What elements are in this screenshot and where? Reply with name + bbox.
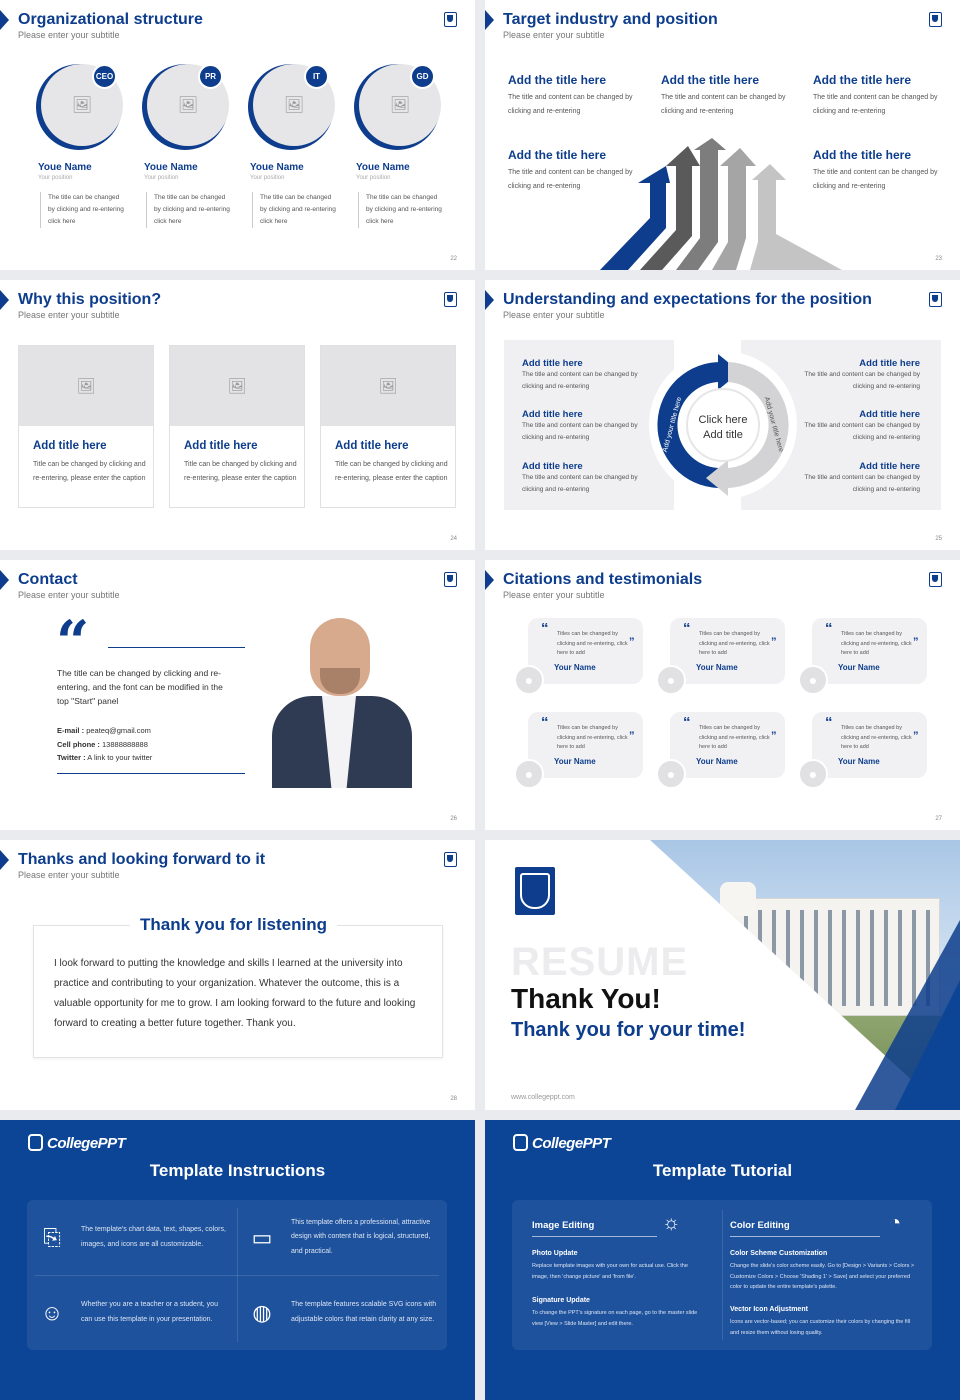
university-crest-icon (515, 867, 555, 915)
center-label-2: Add title (703, 429, 743, 441)
slide-why-this-position[interactable] (0, 280, 475, 550)
avatar-icon: ● (798, 759, 828, 789)
position-card: 🖼 Add title here Title can be changed by clicking and re-entering, please enter the caption (18, 345, 154, 508)
close-quote-icon: ” (629, 730, 635, 742)
slide-title: Thanks and looking forward to it (18, 851, 266, 868)
signature-update-text: To change the PPT's signature on each page, go to the master slide view [View > Slide Master] and edit there. (532, 1310, 698, 1327)
university-logo-icon (444, 572, 457, 587)
thanks-heading: Thank you for listening (130, 915, 337, 935)
testimonial: “ Titles can be changed by clicking and re-entering, click here to add ” Your Name ● (514, 618, 644, 684)
contact-body: The title can be changed by clicking and re-entering, and the font can be modified in the top "Start" panel (57, 668, 223, 706)
role-badge: CEO (92, 64, 117, 89)
slide-subtitle: Please enter your subtitle (18, 590, 120, 600)
twitter-link[interactable]: A link to your twitter (87, 753, 153, 762)
expectation-item: Add title here The title and content can be changed by clicking and re-entering (522, 409, 638, 441)
basketball-icon: ◍ (252, 1299, 272, 1325)
title-marker (0, 10, 9, 30)
testimonial: “ Titles can be changed by clicking and re-entering, click here to add ” Your Name ● (798, 712, 928, 778)
slide-understanding-expectations[interactable] (485, 280, 960, 550)
arrow-5 (750, 164, 842, 270)
watermark-text: RESUME (511, 940, 689, 984)
close-quote-icon: ” (913, 730, 919, 742)
color-scheme-text: Change the slide's color scheme easily. Go to [Design > Variants > Colors > Customize Colors > Choose 'Shading 1' > Save] and select your preferred color to update the entire template's palette. (730, 1263, 915, 1290)
member-name: Youe Name (38, 162, 92, 173)
slide-subtitle: Please enter your subtitle (503, 590, 605, 600)
university-logo-icon (444, 852, 457, 867)
university-logo-icon (929, 12, 942, 27)
slide-contact[interactable] (0, 560, 475, 830)
testimonial: “ Titles can be changed by clicking and re-entering, click here to add ” Your Name ● (656, 618, 786, 684)
color-scheme-title: Color Scheme Customization (730, 1250, 828, 1257)
testimonial: “ Titles can be changed by clicking and re-entering, click here to add ” Your Name ● (798, 618, 928, 684)
target-item: Add the title here The title and content can be changed by clicking and re-entering (813, 148, 938, 190)
member-description: The title can be changed by clicking and re-entering click here (146, 192, 232, 228)
avatar-icon: ● (656, 665, 686, 695)
member-description: The title can be changed by clicking and re-entering click here (358, 192, 444, 228)
position-card: 🖼 Add title here Title can be changed by clicking and re-entering, please enter the caption (320, 345, 456, 508)
open-quote-icon: “ (683, 714, 691, 731)
slide-thank-you-cover[interactable] (485, 840, 960, 1110)
member-name: Youe Name (250, 162, 304, 173)
signature-update-title: Signature Update (532, 1297, 590, 1304)
member-position: Your position (38, 175, 73, 181)
page-number: 23 (935, 256, 942, 262)
university-logo-icon (929, 572, 942, 587)
image-placeholder-icon[interactable]: 🖼 (253, 64, 335, 146)
role-badge: GD (410, 64, 435, 89)
page-number: 22 (450, 256, 457, 262)
university-logo-icon (444, 292, 457, 307)
slide-title: Organizational structure (18, 11, 203, 28)
cycle-diagram (648, 350, 798, 500)
vector-icon-text: Icons are vector-based; you can customize their colors by changing the fill and resize them without losing quality. (730, 1319, 911, 1336)
avatar-icon: ● (798, 665, 828, 695)
university-logo-icon (929, 292, 942, 307)
divider (108, 647, 245, 648)
slide-citations[interactable] (485, 560, 960, 830)
thanks-body: I look forward to putting the knowledge and skills I learned at the university into practice and contributing to your organization. Whatever the outcome, this is a valuable opportunity for me to grow. I am looking forward to the future and looking forward to creating a better future together. Thank you. (54, 958, 416, 1029)
quote-icon: “ (56, 608, 90, 676)
member-description: The title can be changed by clicking and re-entering click here (40, 192, 126, 228)
brand-logo: CollegePPT (513, 1134, 610, 1152)
slide-title: Understanding and expectations for the position (503, 291, 872, 308)
role-badge: IT (304, 64, 329, 89)
image-placeholder-icon[interactable]: 🖼 (359, 64, 441, 146)
avatar-icon: ● (656, 759, 686, 789)
photo-update-text: Replace template images with your own for actual use. Click the image, then 'change picture' and 'from file'. (532, 1263, 688, 1280)
slide-title: Contact (18, 571, 78, 588)
avatar-icon: ● (514, 759, 544, 789)
vector-icon-title: Vector Icon Adjustment (730, 1306, 808, 1313)
testimonial: “ Titles can be changed by clicking and re-entering, click here to add ” Your Name ● (514, 712, 644, 778)
title-marker (485, 570, 494, 590)
close-quote-icon: ” (629, 636, 635, 648)
center-label-1: Click here (698, 414, 748, 426)
expectation-item: Add title here The title and content can be changed by clicking and re-entering (804, 358, 920, 390)
page-number: 26 (450, 816, 457, 822)
title-marker (485, 10, 494, 30)
blue-triangles-decoration (855, 920, 960, 1110)
instruction-cell: ◍ The template features scalable SVG icons with adjustable colors that retain clarity at any size. (237, 1275, 447, 1350)
role-badge: PR (198, 64, 223, 89)
image-placeholder-icon[interactable]: 🖼 (170, 346, 304, 426)
slide-target-industry[interactable] (485, 0, 960, 270)
target-item: Add the title here The title and content can be changed by clicking and re-entering (813, 73, 938, 115)
presenter-icon: ☺ (40, 1299, 64, 1325)
image-editing-title: Image Editing (532, 1220, 595, 1231)
arrow-4 (712, 148, 756, 270)
expectation-item: Add title here The title and content can be changed by clicking and re-entering (522, 358, 638, 390)
thank-you-title: Thank You! (511, 983, 661, 1014)
slide-template-instructions[interactable] (0, 1120, 475, 1400)
close-quote-icon: ” (913, 636, 919, 648)
title-marker (0, 290, 9, 310)
member-position: Your position (356, 175, 391, 181)
position-card: 🖼 Add title here Title can be changed by clicking and re-entering, please enter the caption (169, 345, 305, 508)
image-placeholder-icon[interactable]: 🖼 (147, 64, 229, 146)
slide-title: Why this position? (18, 291, 162, 308)
member-description: The title can be changed by clicking and re-entering click here (252, 192, 338, 228)
brand-icon (28, 1134, 43, 1151)
slide-title: Citations and testimonials (503, 571, 703, 588)
avatar-icon: ● (514, 665, 544, 695)
slide-subtitle: Please enter your subtitle (503, 310, 605, 320)
brand-logo: CollegePPT (28, 1134, 125, 1152)
target-item: Add the title here The title and content can be changed by clicking and re-entering (661, 73, 786, 115)
color-editing-title: Color Editing (730, 1220, 790, 1231)
arc-label-right: Add your title here (762, 396, 785, 453)
page-number: 25 (935, 536, 942, 542)
slide-organizational-structure[interactable] (0, 0, 475, 270)
instructions-grid (27, 1200, 447, 1350)
slide-template-tutorial[interactable] (485, 1120, 960, 1400)
brand-icon (513, 1134, 528, 1151)
slide-title: Template Tutorial (652, 1161, 793, 1180)
window-icon: ▭ (251, 1224, 273, 1250)
member-name: Youe Name (356, 162, 410, 173)
open-quote-icon: “ (825, 620, 833, 637)
slide-title: Target industry and position (503, 11, 718, 28)
arc-label-left: Add your title here (661, 396, 684, 453)
target-item: Add the title here The title and content can be changed by clicking and re-entering (508, 148, 633, 190)
contact-details: E-mail : peateq@gmail.com Cell phone : 13888888888 Twitter : A link to your twitter (57, 726, 153, 762)
slide-subtitle: Please enter your subtitle (18, 30, 120, 40)
member-position: Your position (250, 175, 285, 181)
photo-update-title: Photo Update (532, 1250, 578, 1257)
website-url[interactable]: www.collegeppt.com (511, 1094, 575, 1101)
tutorial-panel (512, 1200, 932, 1350)
page-number: 24 (450, 536, 457, 542)
palette-icon: ◔ (889, 1212, 902, 1234)
title-marker (485, 290, 494, 310)
title-marker (0, 850, 9, 870)
instruction-cell: ☺ Whether you are a teacher or a student, you can use this template in your presentation. (27, 1275, 237, 1350)
portrait-photo[interactable] (262, 618, 412, 788)
slide-subtitle: Please enter your subtitle (503, 30, 605, 40)
rising-arrows-graphic (600, 138, 850, 270)
target-item: Add the title here The title and content can be changed by clicking and re-entering (508, 73, 633, 115)
open-quote-icon: “ (825, 714, 833, 731)
member-position: Your position (144, 175, 179, 181)
image-placeholder-icon[interactable]: 🖼 (19, 346, 153, 426)
slide-title: Template Instructions (149, 1161, 326, 1180)
divider (57, 773, 245, 774)
slide-subtitle: Please enter your subtitle (18, 870, 120, 880)
open-quote-icon: “ (683, 620, 691, 637)
page-number: 28 (450, 1096, 457, 1102)
instruction-cell: ⎘ The template's chart data, text, shapes, colors, images, and icons are all customizable. (27, 1200, 237, 1275)
slide-subtitle: Please enter your subtitle (18, 310, 120, 320)
phone-number: 13888888888 (102, 739, 148, 749)
image-placeholder-icon[interactable]: 🖼 (321, 346, 455, 426)
thank-you-subtitle: Thank you for your time! (511, 1019, 746, 1041)
expectation-item: Add title here The title and content can be changed by clicking and re-entering (804, 461, 920, 493)
testimonial: “ Titles can be changed by clicking and re-entering, click here to add ” Your Name ● (656, 712, 786, 778)
expectation-item: Add title here The title and content can be changed by clicking and re-entering (804, 409, 920, 441)
page-number: 27 (935, 816, 942, 822)
close-quote-icon: ” (771, 730, 777, 742)
close-quote-icon: ” (771, 636, 777, 648)
image-placeholder-icon[interactable]: 🖼 (41, 64, 123, 146)
university-logo-icon (444, 12, 457, 27)
email-link[interactable]: peateq@gmail.com (86, 726, 151, 735)
open-quote-icon: “ (541, 620, 549, 637)
document-icon: ⎘ (43, 1224, 61, 1250)
member-name: Youe Name (144, 162, 198, 173)
title-marker (0, 570, 9, 590)
slide-thanks[interactable] (0, 840, 475, 1110)
open-quote-icon: “ (541, 714, 549, 731)
instruction-cell: ▭ This template offers a professional, attractive design with content that is logical, structured, and practical. (237, 1200, 447, 1275)
lightbulb-icon: ☼ (662, 1212, 681, 1234)
expectation-item: Add title here The title and content can be changed by clicking and re-entering (522, 461, 638, 493)
